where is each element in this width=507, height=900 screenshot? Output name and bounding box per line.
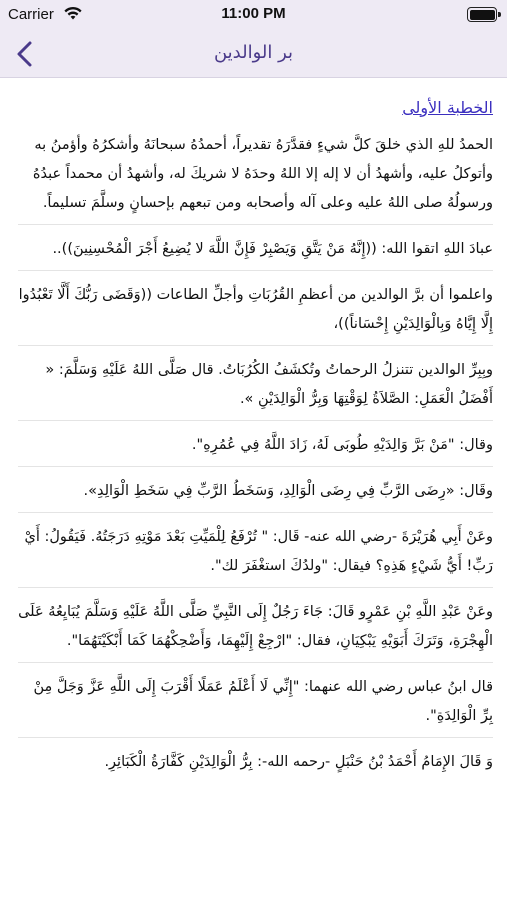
section-heading-link[interactable]: الخطبة الأولى	[402, 98, 493, 117]
paragraph: وعَنْ عَبْدِ اللَّهِ بْنِ عَمْرٍو قَالَ: جَاءَ رَجُلٌ إِلَى النَّبِيِّ صَلَّى اللَّهُ عَلَيْهِ وَسَلَّمَ يُبَايِعُهُ عَلَى الْهِجْرَةِ، وَتَرَكَ أَبَوَيْهِ يَبْكِيَانِ، فقال: "ارْجِعْ إِلَيْهِمَا، وَأَضْحِكْهُمَا كَمَا أَبْكَيْتَهُمَا".	[18, 598, 493, 663]
paragraph: قال ابنُ عباس رضي الله عنهما: "إِنِّي لَا أَعْلَمُ عَمَلًا أَقْرَبَ إِلَى اللَّهِ عَزَّ وَجَلَّ مِنْ بِرِّ الْوَالِدَةِ".	[18, 673, 493, 738]
paragraph: واعلموا أن برَّ الوالدين من أعظمِ القُرُبَاتِ وأجلِّ الطاعات ((وَقَضَى رَبُّكَ أَلَّا تَعْبُدُوا إِلَّا إِيَّاهُ وَبِالْوَالِدَيْنِ إِحْسَاناً))،	[18, 281, 493, 346]
navigation-bar	[0, 30, 507, 78]
paragraph: وَ قَالَ الإِمَامُ أَحْمَدُ بْنُ حَنْبَلٍ -رحمه الله-: بِرُّ الْوَالِدَيْنِ كَفَّارَةُ الْكَبَائِرِ.	[104, 754, 493, 770]
page-title: بر الوالدين	[213, 42, 294, 63]
carrier-label: Carrier	[8, 6, 54, 23]
paragraph: وعَنْ أَبِي هُرَيْرَةَ -رضي الله عنه- قَال: " تُرْفَعُ لِلْمَيِّتِ بَعْدَ مَوْتِهِ دَرَجَتُهُ. فَيَقُولُ: أَيْ رَبِّ! أَيُّ شَيْءٍ هَذِهِ؟ فيقال: "ولدُكَ استغْفَرَ لك".	[18, 523, 493, 588]
paragraph: وقَال: «رِضَى الرَّبِّ فِي رِضَى الْوَالِدِ، وَسَخَطُ الرَّبِّ فِي سَخَطِ الْوَالِدِ».	[18, 477, 493, 513]
paragraph: الحمدُ للهِ الذي خلقَ كلَّ شيءٍ فقدَّرَهُ تقديراً، أحمدُهُ سبحانَهُ وأشكرُهُ وأؤمنُ به وأتوكلُ عليه، وأشهدُ أن لا إله إلا اللهُ وحدَهُ لا شريكَ له، وأشهدُ أن محمداً عبدُهُ ورسولُهُ صلى اللهُ عليه وعلى آله وأصحابه ومن تبعهم بإحسانٍ وسلَّمَ تسليماً.	[18, 131, 493, 225]
status-bar	[0, 0, 507, 30]
battery-icon	[467, 7, 497, 22]
paragraph: وقال: "مَنْ بَرَّ وَالِدَيْهِ طُوبَى لَهُ، زَادَ اللَّهُ فِي عُمُرِهِ".	[18, 431, 493, 467]
paragraph: وبِبِرِّ الوالدين تتنزلُ الرحماتُ وتُكشَفُ الكُرُبَاتُ. قال صَلَّى اللهُ عَلَيْهِ وَسَلَّمَ: « أَفْضَلُ الْعَمَلِ: الصَّلاَةُ لِوَقْتِهَا وَبِرُّ الْوَالِدَيْنِ ».	[18, 356, 493, 421]
sermon-content	[18, 92, 493, 793]
paragraph: عبادَ اللهِ اتقوا الله: ((إِنَّهُ مَنْ يَتَّقِ وَيَصْبِرْ فَإِنَّ اللَّهَ لا يُضِيعُ أَجْرَ الْمُحْسِنِينَ))..	[18, 235, 493, 271]
status-time: 11:00 PM	[221, 5, 286, 22]
